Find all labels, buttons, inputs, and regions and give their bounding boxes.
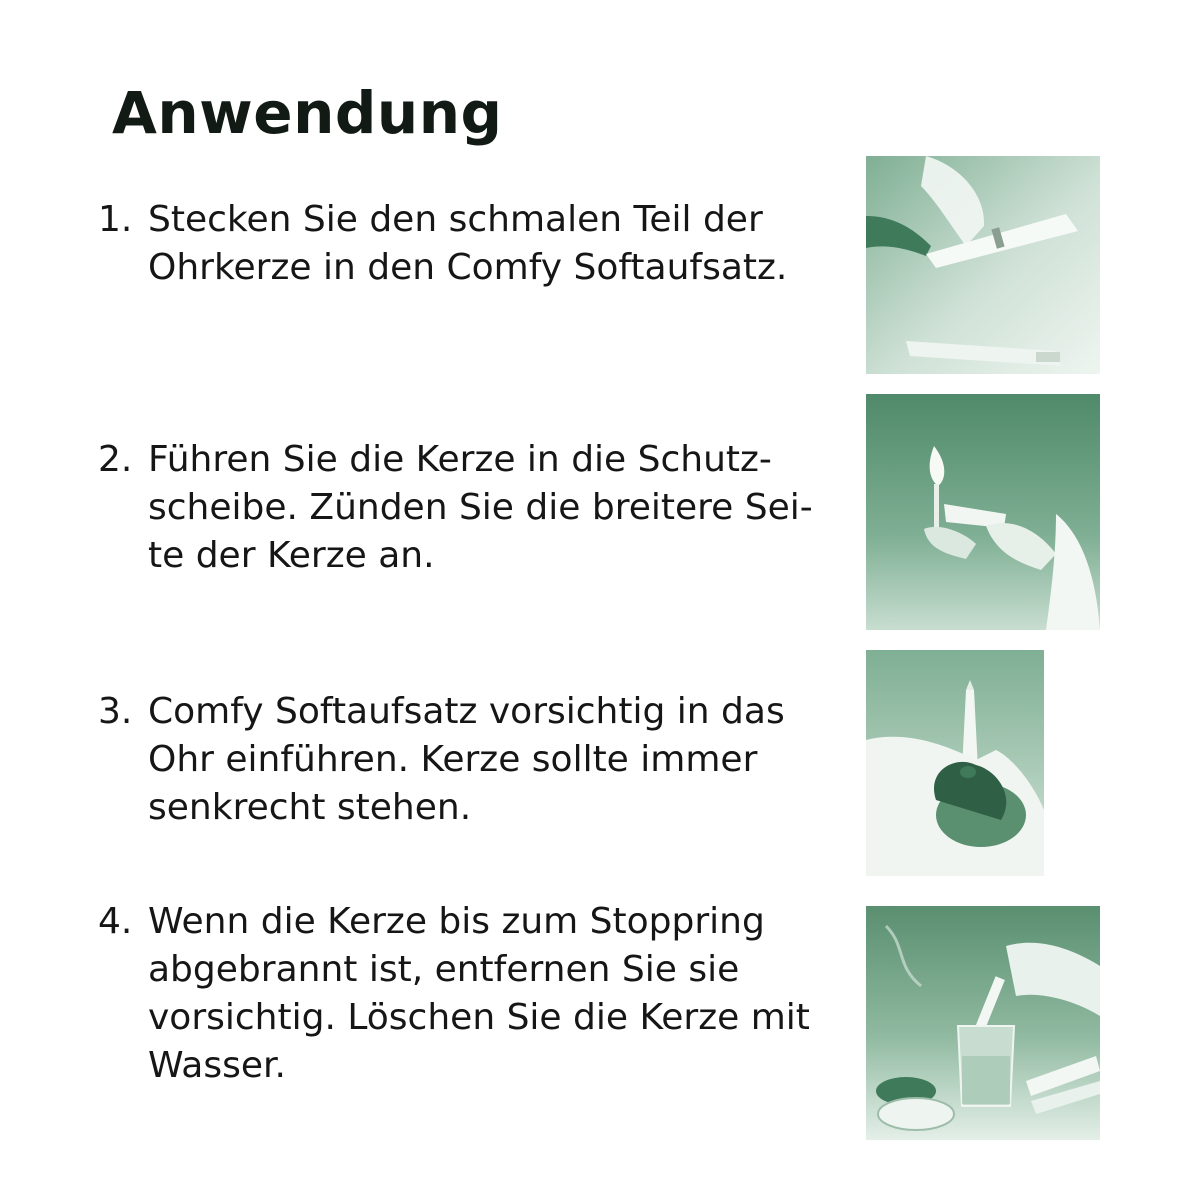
step-number: 1. — [98, 199, 133, 240]
hands-inserting-candle-icon — [866, 156, 1100, 374]
step-number: 3. — [98, 691, 133, 732]
lighting-candle-icon — [866, 394, 1100, 630]
step-text: Stecken Sie den schmalen Teil der Ohrkerze in den Comfy Softaufsatz. — [148, 199, 788, 288]
step-1 — [98, 196, 818, 292]
page-title: Anwendung — [112, 79, 503, 147]
step-text: Wenn die Kerze bis zum Stoppring abgebrannt ist, entfernen Sie sie vorsichtig. Löschen Sie die Kerze mit Wasser. — [148, 901, 810, 1086]
woman-with-ear-candle-icon — [866, 650, 1100, 876]
step-number: 4. — [98, 901, 133, 942]
step-4 — [98, 898, 818, 1090]
step-text: Führen Sie die Kerze in die Schutz- scheibe. Zünden Sie die breitere Sei- te der Kerze an. — [148, 439, 813, 576]
step-2 — [98, 436, 818, 580]
step-3 — [98, 688, 818, 832]
candle-in-water-glass-icon — [866, 906, 1100, 1140]
step-text: Comfy Softaufsatz vorsichtig in das Ohr einführen. Kerze sollte immer senkrecht stehen. — [148, 691, 785, 828]
step-number: 2. — [98, 439, 133, 480]
